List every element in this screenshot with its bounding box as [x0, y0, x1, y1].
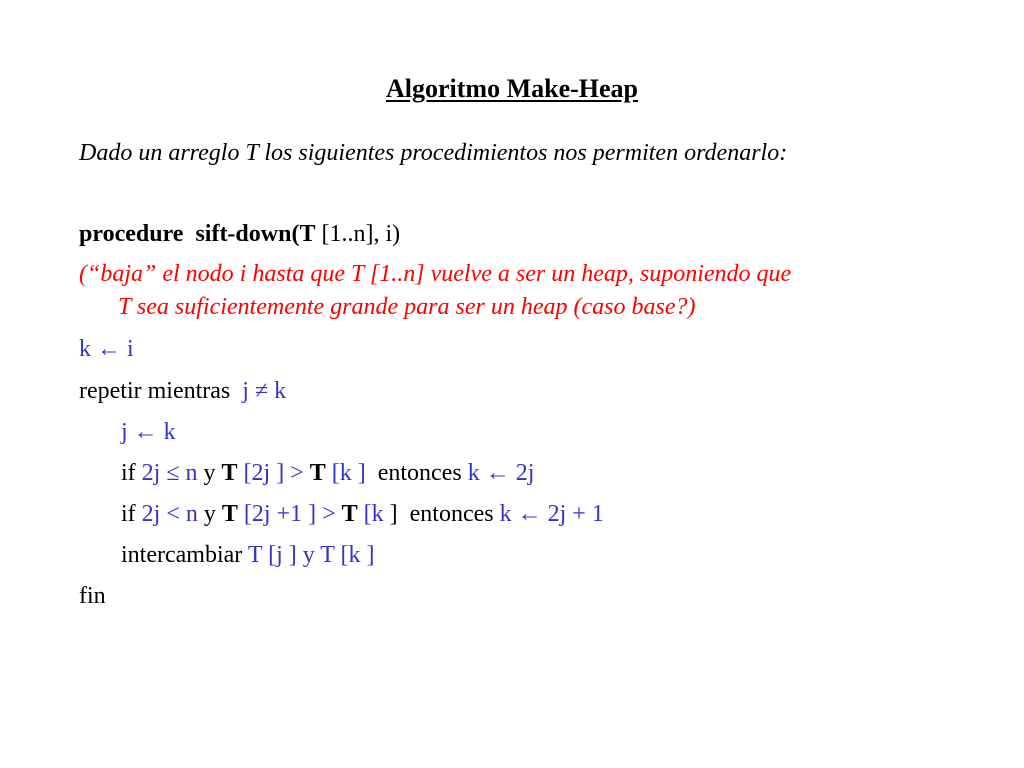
comment-line-2: T sea suficientemente grande para ser un heap (caso base?) [118, 294, 696, 320]
if-line-2 [121, 498, 604, 530]
repeat-condition: j ≠ k [242, 378, 287, 404]
array-index: [k [363, 501, 384, 527]
then-action: k ← 2j [467, 460, 535, 486]
array-t: T [221, 460, 238, 486]
array-index: [2j ] > [243, 460, 304, 486]
swap-args: T [j ] y T [k ] [247, 542, 375, 568]
swap-keyword: intercambiar [121, 542, 243, 568]
procedure-name: sift-down(T [195, 221, 316, 247]
array-t: T [221, 501, 238, 527]
procedure-header [79, 218, 400, 250]
procedure-keyword: procedure [79, 221, 184, 247]
repeat-keyword: repetir mientras [79, 378, 231, 404]
and-keyword: y [203, 501, 216, 527]
if-keyword: if [121, 501, 136, 527]
page-title: Algoritmo Make-Heap [385, 74, 638, 103]
intro-text: Dado un arreglo T los siguientes procedimientos nos permiten ordenarlo: [79, 140, 788, 166]
array-t: T [341, 501, 358, 527]
then-keyword: entonces [409, 501, 494, 527]
repeat-line [79, 375, 286, 407]
if-condition: 2j < n [141, 501, 198, 527]
then-keyword: entonces [377, 460, 462, 486]
array-index: [2j +1 ] > [243, 501, 336, 527]
array-t: T [309, 460, 326, 486]
if-keyword: if [121, 460, 136, 486]
procedure-params: [1..n], i) [315, 221, 401, 247]
comment-line-1: (“baja” el nodo i hasta que T [1..n] vuelve a ser un heap, suponiendo que [79, 261, 792, 287]
and-keyword: y [203, 460, 216, 486]
then-action: k ← 2j + 1 [499, 501, 604, 527]
if-line-1 [121, 457, 534, 489]
assign-k-line: k ← i [79, 336, 134, 362]
swap-line [121, 539, 375, 571]
end-line: fin [79, 583, 106, 609]
array-index: [k ] [331, 460, 366, 486]
assign-j-line: j ← k [121, 419, 176, 445]
closing-bracket: ] [389, 501, 398, 527]
if-condition: 2j ≤ n [141, 460, 198, 486]
